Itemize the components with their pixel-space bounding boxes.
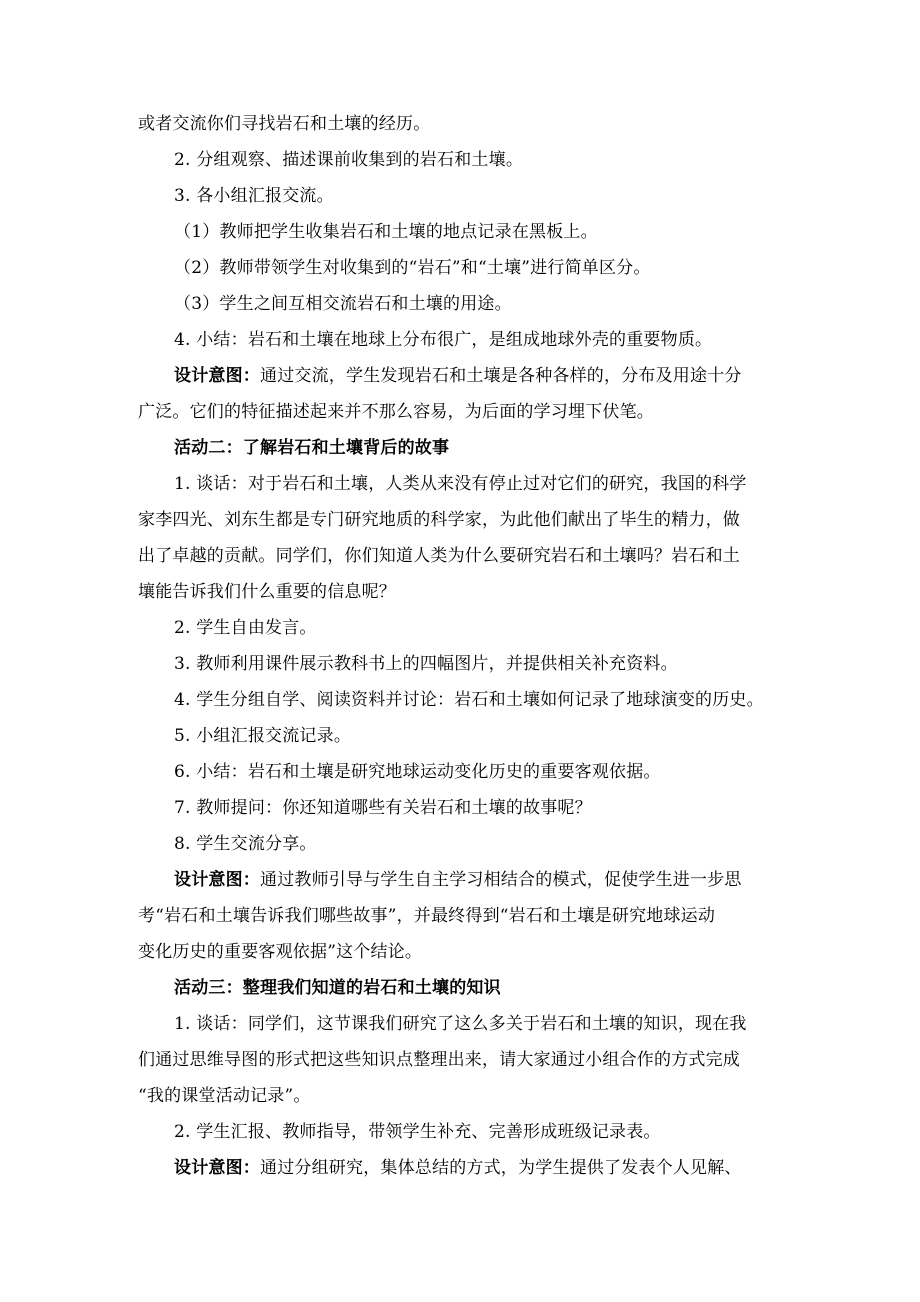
text-line: 2. 学生汇报、教师指导，带领学生补充、完善形成班级记录表。 (174, 1122, 661, 1142)
text-line: 6. 小结：岩石和土壤是研究地球运动变化历史的重要客观依据。 (174, 762, 661, 782)
design-intent-text: 通过交流，学生发现岩石和土壤是各种各样的，分布及用途十分 (260, 366, 742, 386)
text-line: 5. 小组汇报交流记录。 (174, 726, 352, 746)
text-line: 家李四光、刘东生都是专门研究地质的科学家，为此他们献出了毕生的精力，做 (138, 510, 740, 530)
text-line: 广泛。它们的特征描述起来并不那么容易，为后面的学习埋下伏笔。 (138, 402, 654, 422)
text-line: 考“岩石和土壤告诉我们哪些故事”，并最终得到“岩石和土壤是研究地球运动 (138, 906, 716, 926)
text-line: 2. 学生自由发言。 (174, 618, 317, 638)
text-line: 变化历史的重要客观依据”这个结论。 (138, 942, 423, 962)
text-line: 1. 谈话：对于岩石和土壤，人类从来没有停止过对它们的研究，我国的科学 (174, 474, 747, 494)
text-line: 3. 各小组汇报交流。 (174, 186, 334, 206)
design-intent-label: 设计意图： (174, 870, 260, 890)
design-intent-text: 通过分组研究，集体总结的方式，为学生提供了发表个人见解、 (260, 1158, 742, 1178)
text-line: 4. 学生分组自学、阅读资料并讨论：岩石和土壤如何记录了地球演变的历史。 (174, 690, 764, 710)
text-line: 1. 谈话：同学们，这节课我们研究了这么多关于岩石和土壤的知识，现在我 (174, 1014, 747, 1034)
text-line: 壤能告诉我们什么重要的信息呢？ (138, 582, 396, 602)
text-line: 8. 学生交流分享。 (174, 834, 317, 854)
text-line: （1）教师把学生收集岩石和土壤的地点记录在黑板上。 (174, 222, 598, 242)
design-intent-text: 通过教师引导与学生自主学习相结合的模式，促使学生进一步思 (260, 870, 742, 890)
text-line: 出了卓越的贡献。同学们，你们知道人类为什么要研究岩石和土壤吗？岩石和土 (138, 546, 740, 566)
activity-heading: 活动三：整理我们知道的岩石和土壤的知识 (174, 978, 501, 998)
text-line: 3. 教师利用课件展示教科书上的四幅图片，并提供相关补充资料。 (174, 654, 678, 674)
text-line: “我的课堂活动记录”。 (138, 1086, 311, 1106)
text-line: 们通过思维导图的形式把这些知识点整理出来，请大家通过小组合作的方式完成 (138, 1050, 740, 1070)
design-intent-label: 设计意图： (174, 366, 260, 386)
text-line: 2. 分组观察、描述课前收集到的岩石和土壤。 (174, 150, 524, 170)
text-line: 4. 小结：岩石和土壤在地球上分布很广，是组成地球外壳的重要物质。 (174, 330, 713, 350)
text-line: （2）教师带领学生对收集到的“岩石”和“土壤”进行简单区分。 (174, 258, 651, 278)
design-intent-paragraph (174, 364, 742, 388)
activity-heading: 活动二：了解岩石和土壤背后的故事 (174, 438, 450, 458)
design-intent-label: 设计意图： (174, 1158, 260, 1178)
text-line: （3）学生之间互相交流岩石和土壤的用途。 (174, 294, 512, 314)
text-line: 或者交流你们寻找岩石和土壤的经历。 (138, 114, 431, 134)
text-line: 7. 教师提问：你还知道哪些有关岩石和土壤的故事呢？ (174, 798, 592, 818)
design-intent-paragraph (174, 868, 742, 892)
design-intent-paragraph (174, 1156, 742, 1180)
